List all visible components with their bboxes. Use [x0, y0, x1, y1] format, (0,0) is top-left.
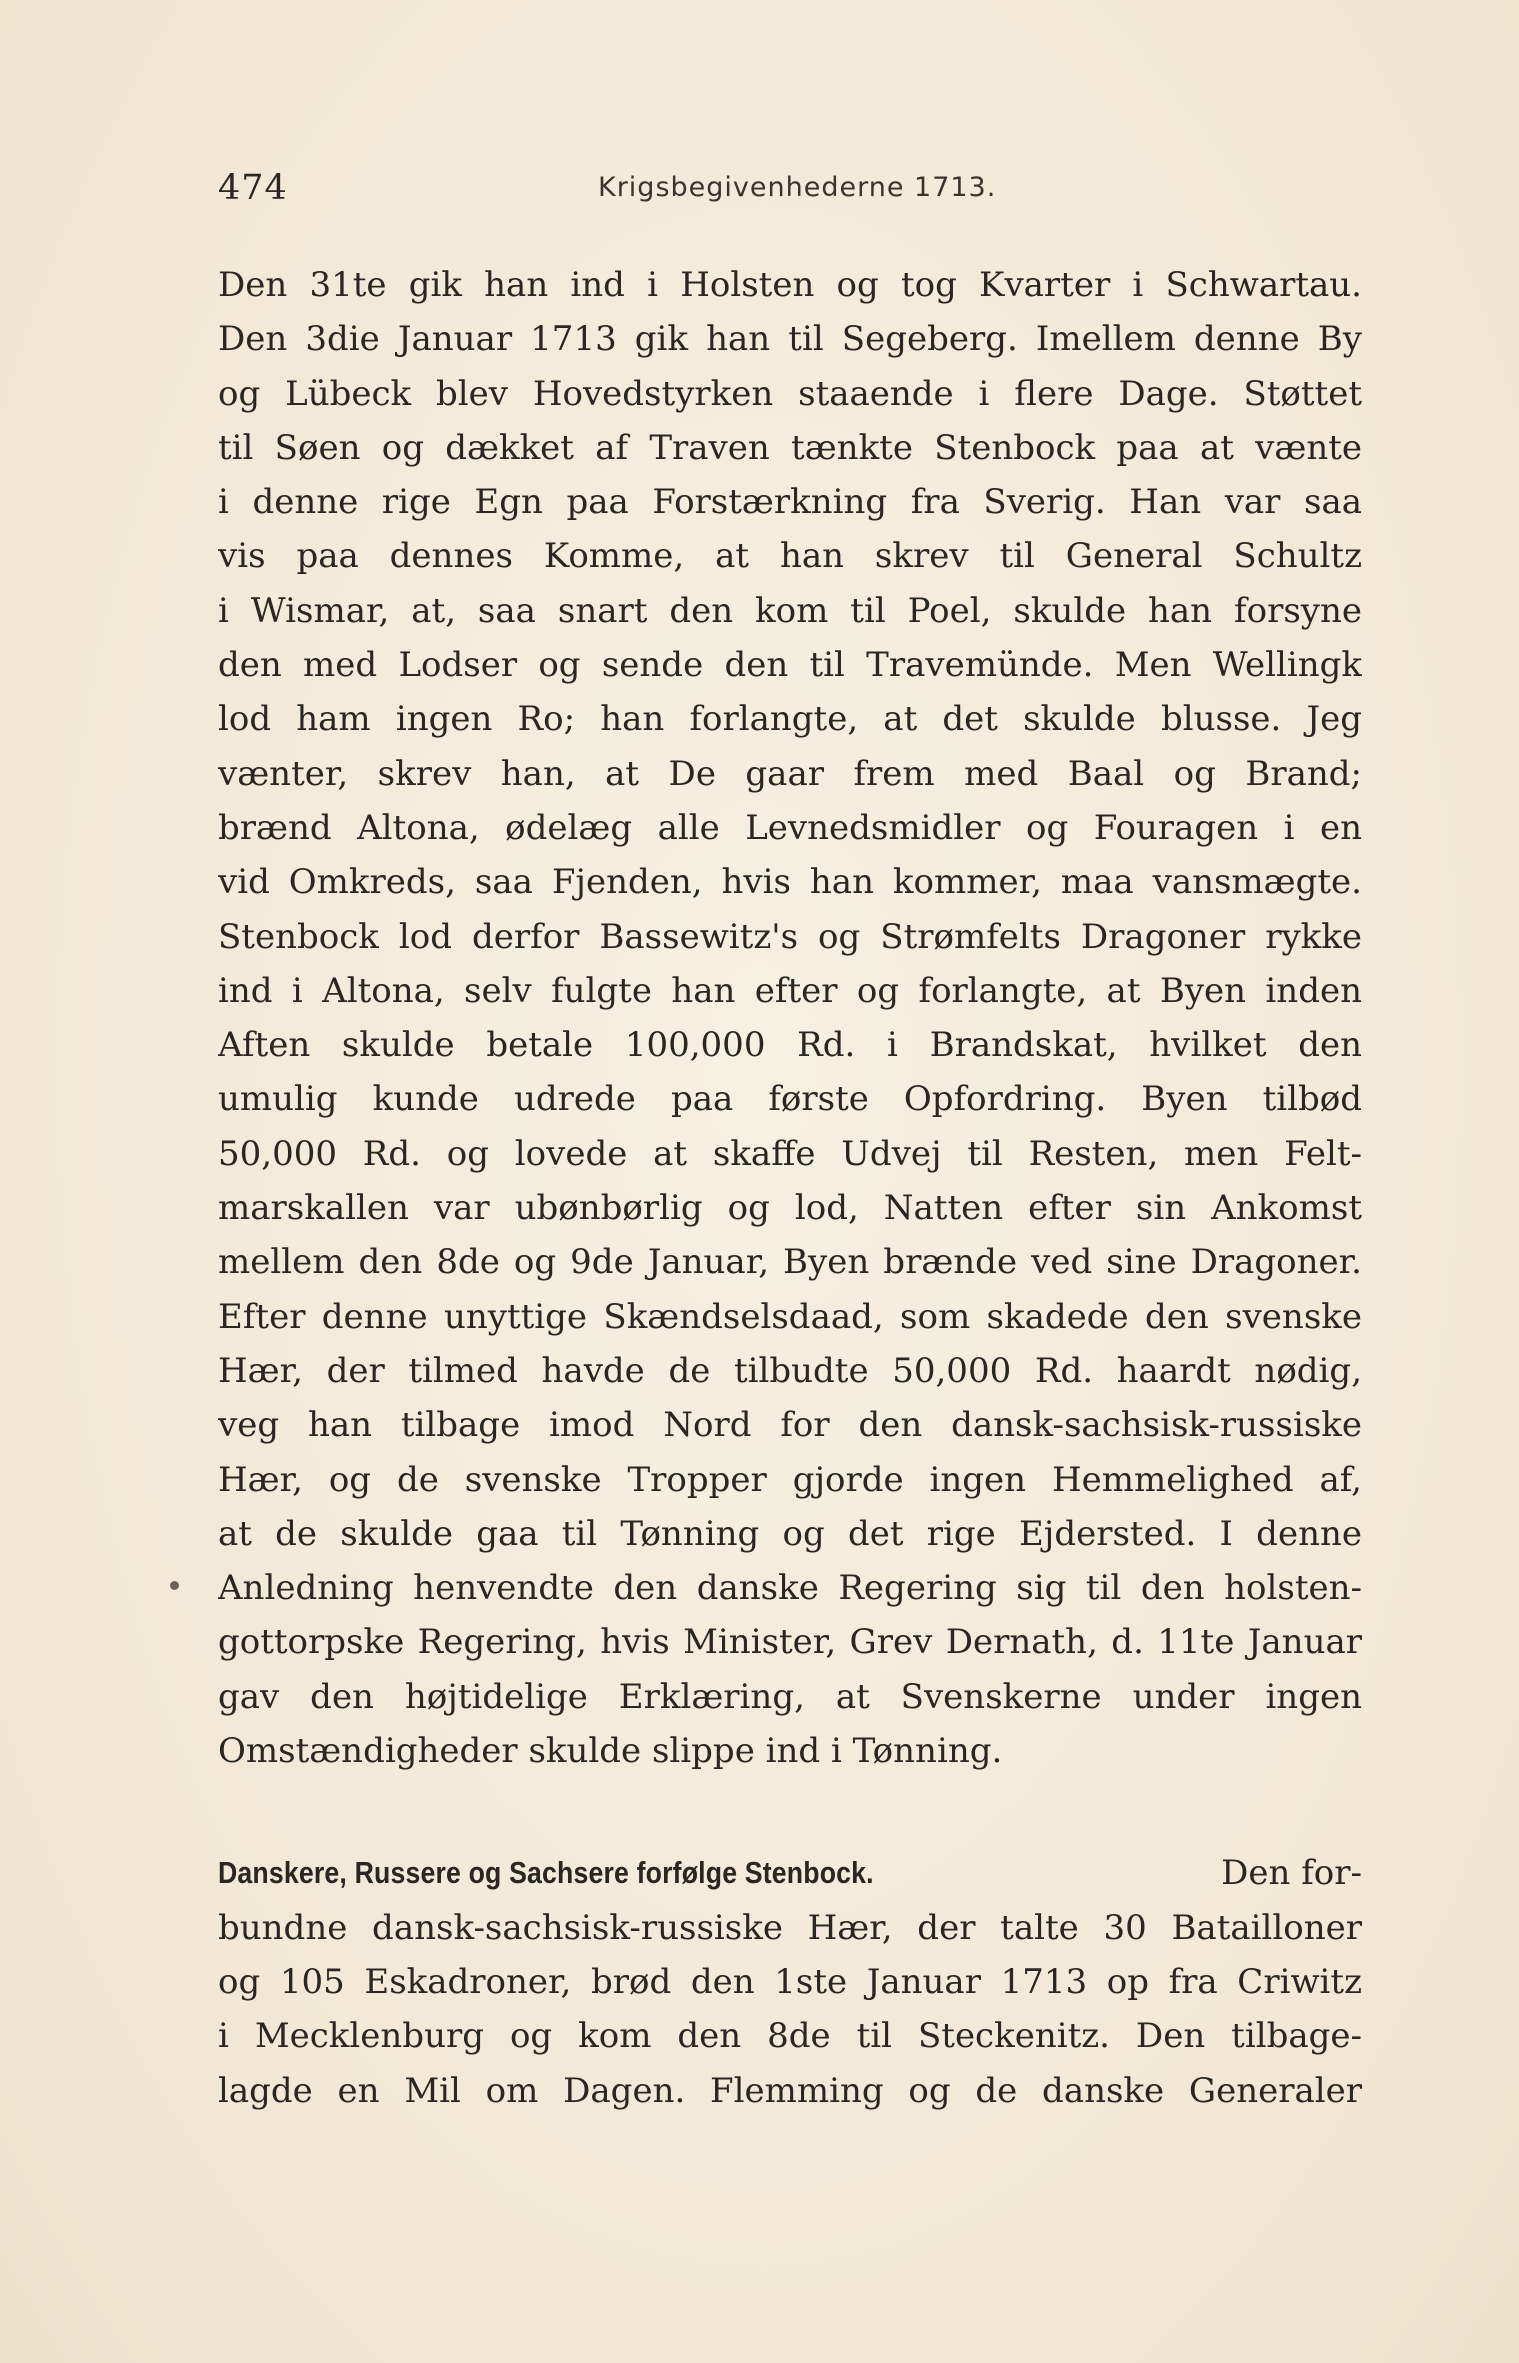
body-text — [218, 258, 1362, 2118]
text-line: og 105 Eskadroner, brød den 1ste Januar 1713 op fra Criwitz — [218, 1961, 1362, 2002]
text-line: brænd Altona, ødelæg alle Levnedsmidler og Fouragen i en — [218, 807, 1362, 848]
text-line: Hær, der tilmed havde de tilbudte 50,000 Rd. haardt nødig, — [218, 1350, 1362, 1391]
text-line: i Wismar, at, saa snart den kom til Poel, skulde han forsyne — [218, 590, 1362, 631]
page-number: 474 — [218, 168, 288, 208]
text-line: Stenbock lod derfor Bassewitz's og Strømfelts Dragoner rykke — [218, 916, 1362, 957]
text-line: i denne rige Egn paa Forstærkning fra Sverig. Han var saa — [218, 482, 1362, 523]
text-line: Anledning henvendte den danske Regering sig til den holsten- — [218, 1568, 1362, 1609]
text-line: veg han tilbage imod Nord for den dansk-sachsisk-russiske — [218, 1405, 1362, 1446]
text-line: lagde en Mil om Dagen. Flemming og de danske Generaler — [218, 2070, 1362, 2111]
paragraph-1 — [218, 258, 1362, 1778]
section-first-line — [218, 1846, 1362, 1900]
paragraph-2 — [218, 1846, 1362, 2117]
text-line: vis paa dennes Komme, at han skrev til General Schultz — [218, 536, 1362, 577]
text-line: umulig kunde udrede paa første Opfordring. Byen tilbød — [218, 1079, 1362, 1120]
text-line: lod ham ingen Ro; han forlangte, at det skulde blusse. Jeg — [218, 699, 1362, 740]
text-line: mellem den 8de og 9de Januar, Byen brænde ved sine Dragoner. — [218, 1242, 1362, 1283]
text-line: at de skulde gaa til Tønning og det rige Ejdersted. I denne — [218, 1513, 1362, 1554]
text-line: Efter denne unyttige Skændselsdaad, som skadede den svenske — [218, 1296, 1362, 1337]
text-line: og Lübeck blev Hovedstyrken staaende i flere Dage. Støttet — [218, 373, 1362, 414]
paragraph-gap — [218, 1778, 1362, 1846]
ink-speck — [170, 1581, 179, 1590]
text-line: Omstændigheder skulde slippe ind i Tønning. — [218, 1731, 1003, 1772]
text-fragment: Den for- — [1221, 1853, 1362, 1894]
text-line: bundne dansk-sachsisk-russiske Hær, der talte 30 Batailloner — [218, 1907, 1362, 1948]
text-line: den med Lodser og sende den til Travemünde. Men Wellingk — [218, 645, 1362, 686]
running-head: Krigsbegivenhederne 1713. — [598, 172, 997, 203]
text-line: ind i Altona, selv fulgte han efter og forlangte, at Byen inden — [218, 970, 1362, 1011]
page-header — [218, 168, 1362, 212]
text-line: i Mecklenburg og kom den 8de til Steckenitz. Den tilbage- — [218, 2016, 1362, 2057]
text-line: til Søen og dækket af Traven tænkte Stenbock paa at vænte — [218, 427, 1362, 468]
text-line: Aften skulde betale 100,000 Rd. i Brandskat, hvilket den — [218, 1025, 1362, 1066]
section-heading: Danskere, Russere og Sachsere forfølge Stenbock. — [218, 1855, 874, 1891]
text-line: vænter, skrev han, at De gaar frem med Baal og Brand; — [218, 753, 1362, 794]
text-line: marskallen var ubønbørlig og lod, Natten efter sin Ankomst — [218, 1188, 1362, 1229]
text-line: 50,000 Rd. og lovede at skaffe Udvej til Resten, men Felt- — [218, 1133, 1362, 1174]
text-line: gottorpske Regering, hvis Minister, Grev Dernath, d. 11te Januar — [218, 1622, 1362, 1663]
text-line: Hær, og de svenske Tropper gjorde ingen Hemmelighed af, — [218, 1459, 1362, 1500]
text-line: Den 31te gik han ind i Holsten og tog Kvarter i Schwartau. — [218, 265, 1362, 305]
text-line: gav den højtidelige Erklæring, at Svenskerne under ingen — [218, 1676, 1362, 1717]
text-line: vid Omkreds, saa Fjenden, hvis han kommer, maa vansmægte. — [218, 862, 1362, 903]
text-line: Den 3die Januar 1713 gik han til Segeberg. Imellem denne By — [218, 319, 1362, 360]
